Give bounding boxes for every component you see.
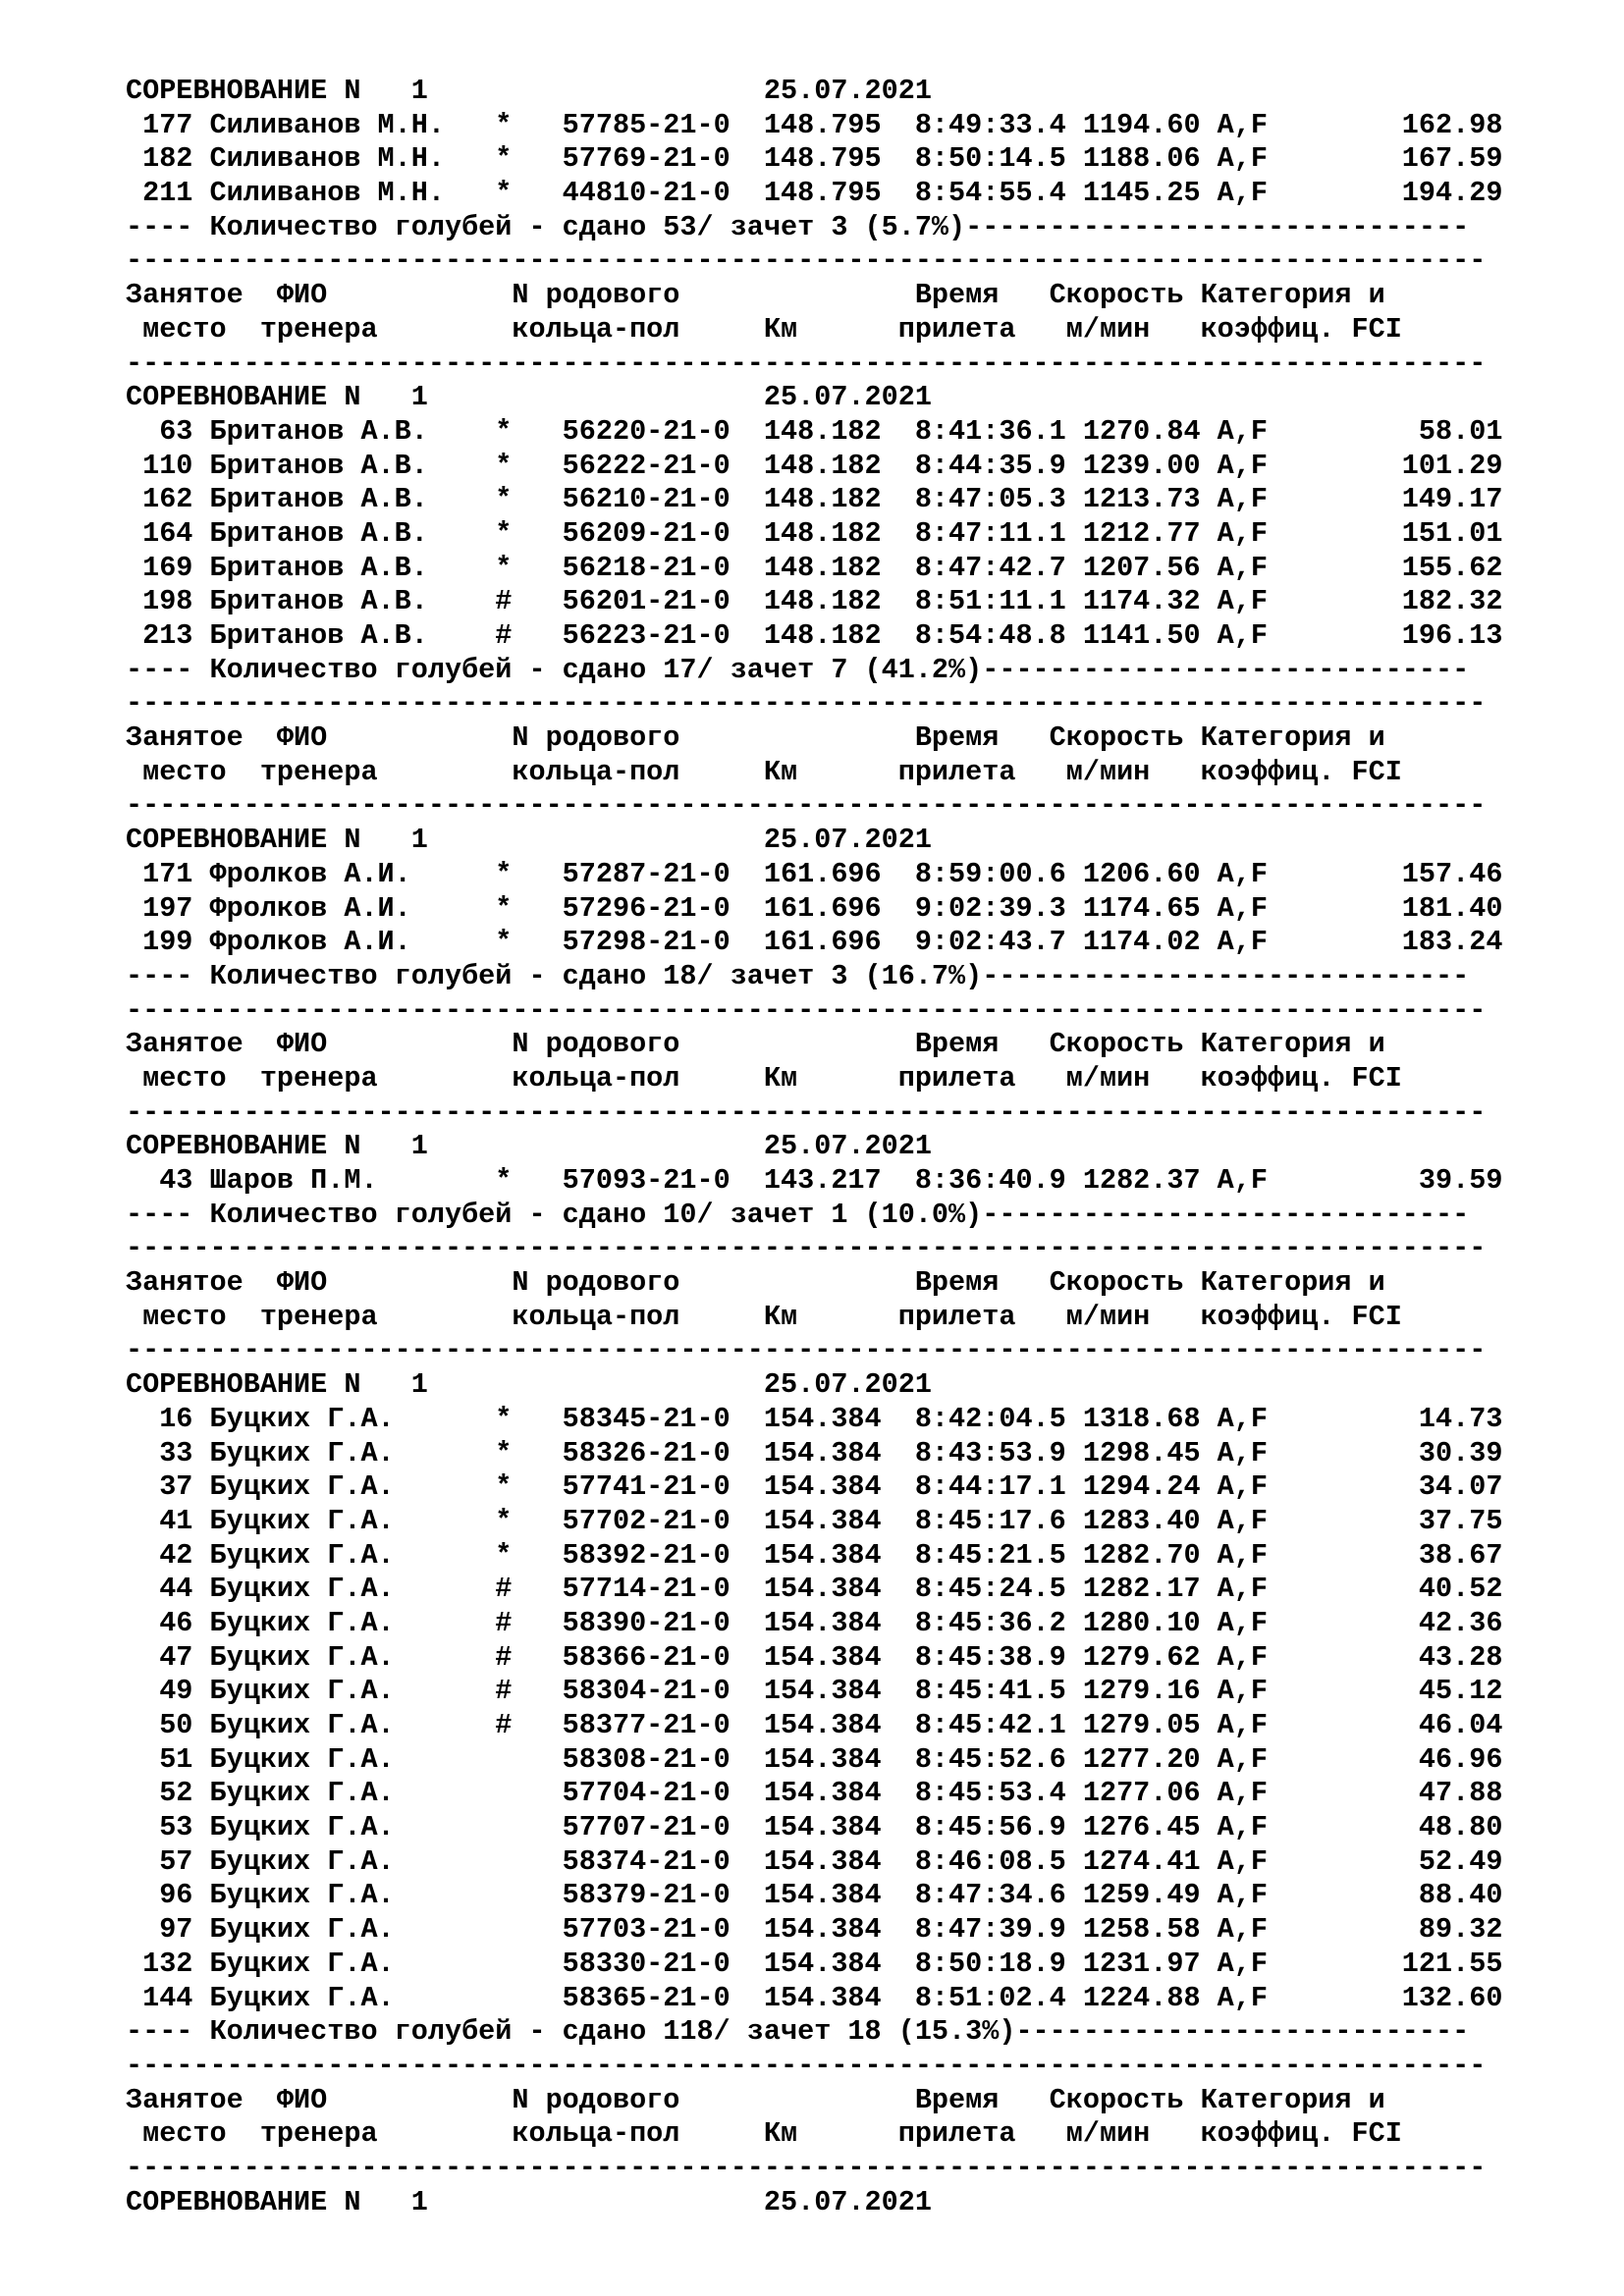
result-row: 51 Буцких Г.А. 58308-21-0 154.384 8:45:52.6 1277.20 A,F 46.96: [126, 1742, 1503, 1776]
result-row: 42 Буцких Г.А. * 58392-21-0 154.384 8:45:21.5 1282.70 A,F 38.67: [126, 1538, 1503, 1572]
result-row: 213 Британов А.В. # 56223-21-0 148.182 8:54:48.8 1141.50 A,F 196.13: [126, 619, 1503, 652]
column-header: Занятое ФИО N родового Время Скорость Категория и: [126, 1028, 1385, 1061]
competition-header: СОРЕВНОВАНИЕ N 1 25.07.2021: [126, 1368, 932, 1402]
result-row: 97 Буцких Г.А. 57703-21-0 154.384 8:47:39.9 1258.58 A,F 89.32: [126, 1913, 1503, 1947]
result-row: 16 Буцких Г.А. * 58345-21-0 154.384 8:42:04.5 1318.68 A,F 14.73: [126, 1402, 1503, 1435]
result-row: 177 Силиванов М.Н. * 57785-21-0 148.795 8:49:33.4 1194.60 A,F 162.98: [126, 108, 1503, 141]
summary-line: ---- Количество голубей - сдано 17/ зачет 7 (41.2%)-----------------------------: [126, 653, 1470, 686]
column-header: Занятое ФИО N родового Время Скорость Категория и: [126, 279, 1385, 312]
column-header: место тренера кольца-пол Км прилета м/мин коэффиц. FCI: [126, 1061, 1402, 1095]
result-row: 144 Буцких Г.А. 58365-21-0 154.384 8:51:02.4 1224.88 A,F 132.60: [126, 1981, 1503, 2014]
result-row: 169 Британов А.В. * 56218-21-0 148.182 8:47:42.7 1207.56 A,F 155.62: [126, 551, 1503, 584]
result-row: 52 Буцких Г.А. 57704-21-0 154.384 8:45:53.4 1277.06 A,F 47.88: [126, 1777, 1503, 1810]
competition-header: СОРЕВНОВАНИЕ N 1 25.07.2021: [126, 381, 932, 414]
competition-header: СОРЕВНОВАНИЕ N 1 25.07.2021: [126, 824, 932, 857]
separator-line: ---------------------------------------------------------------------------------: [126, 687, 1487, 721]
result-row: 37 Буцких Г.А. * 57741-21-0 154.384 8:44:17.1 1294.24 A,F 34.07: [126, 1470, 1503, 1504]
separator-line: ---------------------------------------------------------------------------------: [126, 2151, 1487, 2184]
column-header: Занятое ФИО N родового Время Скорость Категория и: [126, 721, 1385, 755]
result-row: 211 Силиванов М.Н. * 44810-21-0 148.795 8:54:55.4 1145.25 A,F 194.29: [126, 177, 1503, 210]
separator-line: ---------------------------------------------------------------------------------: [126, 1334, 1487, 1367]
result-row: 164 Британов А.В. * 56209-21-0 148.182 8:47:11.1 1212.77 A,F 151.01: [126, 516, 1503, 550]
result-row: 46 Буцких Г.А. # 58390-21-0 154.384 8:45:36.2 1280.10 A,F 42.36: [126, 1606, 1503, 1639]
column-header: место тренера кольца-пол Км прилета м/мин коэффиц. FCI: [126, 2117, 1402, 2151]
summary-line: ---- Количество голубей - сдано 10/ зачет 1 (10.0%)-----------------------------: [126, 1198, 1470, 1231]
column-header: место тренера кольца-пол Км прилета м/мин коэффиц. FCI: [126, 312, 1402, 346]
column-header: место тренера кольца-пол Км прилета м/мин коэффиц. FCI: [126, 755, 1402, 788]
separator-line: ---------------------------------------------------------------------------------: [126, 1095, 1487, 1129]
column-header: Занятое ФИО N родового Время Скорость Категория и: [126, 1266, 1385, 1300]
result-row: 44 Буцких Г.А. # 57714-21-0 154.384 8:45:24.5 1282.17 A,F 40.52: [126, 1573, 1503, 1606]
separator-line: ---------------------------------------------------------------------------------: [126, 1232, 1487, 1265]
result-row: 33 Буцких Г.А. * 58326-21-0 154.384 8:43:53.9 1298.45 A,F 30.39: [126, 1436, 1503, 1469]
result-row: 47 Буцких Г.А. # 58366-21-0 154.384 8:45:38.9 1279.62 A,F 43.28: [126, 1640, 1503, 1674]
column-header: место тренера кольца-пол Км прилета м/мин коэффиц. FCI: [126, 1300, 1402, 1333]
result-row: 41 Буцких Г.А. * 57702-21-0 154.384 8:45:17.6 1283.40 A,F 37.75: [126, 1504, 1503, 1537]
result-row: 43 Шаров П.М. * 57093-21-0 143.217 8:36:40.9 1282.37 A,F 39.59: [126, 1164, 1503, 1197]
result-row: 49 Буцких Г.А. # 58304-21-0 154.384 8:45:41.5 1279.16 A,F 45.12: [126, 1675, 1503, 1708]
separator-line: ---------------------------------------------------------------------------------: [126, 347, 1487, 380]
result-row: 162 Британов А.В. * 56210-21-0 148.182 8:47:05.3 1213.73 A,F 149.17: [126, 483, 1503, 516]
result-row: 110 Британов А.В. * 56222-21-0 148.182 8:44:35.9 1239.00 A,F 101.29: [126, 449, 1503, 482]
separator-line: ---------------------------------------------------------------------------------: [126, 789, 1487, 823]
separator-line: ---------------------------------------------------------------------------------: [126, 244, 1487, 278]
result-row: 198 Британов А.В. # 56201-21-0 148.182 8:51:11.1 1174.32 A,F 182.32: [126, 585, 1503, 618]
competition-header: СОРЕВНОВАНИЕ N 1 25.07.2021: [126, 75, 932, 107]
result-row: 57 Буцких Г.А. 58374-21-0 154.384 8:46:08.5 1274.41 A,F 52.49: [126, 1844, 1503, 1878]
summary-line: ---- Количество голубей - сдано 18/ зачет 3 (16.7%)-----------------------------: [126, 959, 1470, 992]
result-row: 50 Буцких Г.А. # 58377-21-0 154.384 8:45:42.1 1279.05 A,F 46.04: [126, 1709, 1503, 1741]
separator-line: ---------------------------------------------------------------------------------: [126, 993, 1487, 1027]
column-header: Занятое ФИО N родового Время Скорость Категория и: [126, 2083, 1385, 2116]
result-row: 199 Фролков А.И. * 57298-21-0 161.696 9:02:43.7 1174.02 A,F 183.24: [126, 926, 1503, 959]
result-row: 132 Буцких Г.А. 58330-21-0 154.384 8:50:18.9 1231.97 A,F 121.55: [126, 1947, 1503, 1980]
result-row: 96 Буцких Г.А. 58379-21-0 154.384 8:47:34.6 1259.49 A,F 88.40: [126, 1879, 1503, 1912]
separator-line: ---------------------------------------------------------------------------------: [126, 2049, 1487, 2082]
result-row: 171 Фролков А.И. * 57287-21-0 161.696 8:59:00.6 1206.60 A,F 157.46: [126, 857, 1503, 890]
result-row: 63 Британов А.В. * 56220-21-0 148.182 8:41:36.1 1270.84 A,F 58.01: [126, 414, 1503, 448]
summary-line: ---- Количество голубей - сдано 118/ зачет 18 (15.3%)---------------------------: [126, 2015, 1470, 2049]
result-row: 182 Силиванов М.Н. * 57769-21-0 148.795 8:50:14.5 1188.06 A,F 167.59: [126, 142, 1503, 176]
competition-header: СОРЕВНОВАНИЕ N 1 25.07.2021: [126, 2185, 932, 2218]
results-document: [126, 75, 1598, 2219]
competition-header: СОРЕВНОВАНИЕ N 1 25.07.2021: [126, 1130, 932, 1163]
summary-line: ---- Количество голубей - сдано 53/ зачет 3 (5.7%)------------------------------: [126, 210, 1470, 243]
result-row: 53 Буцких Г.А. 57707-21-0 154.384 8:45:56.9 1276.45 A,F 48.80: [126, 1811, 1503, 1844]
result-row: 197 Фролков А.И. * 57296-21-0 161.696 9:02:39.3 1174.65 A,F 181.40: [126, 891, 1503, 925]
